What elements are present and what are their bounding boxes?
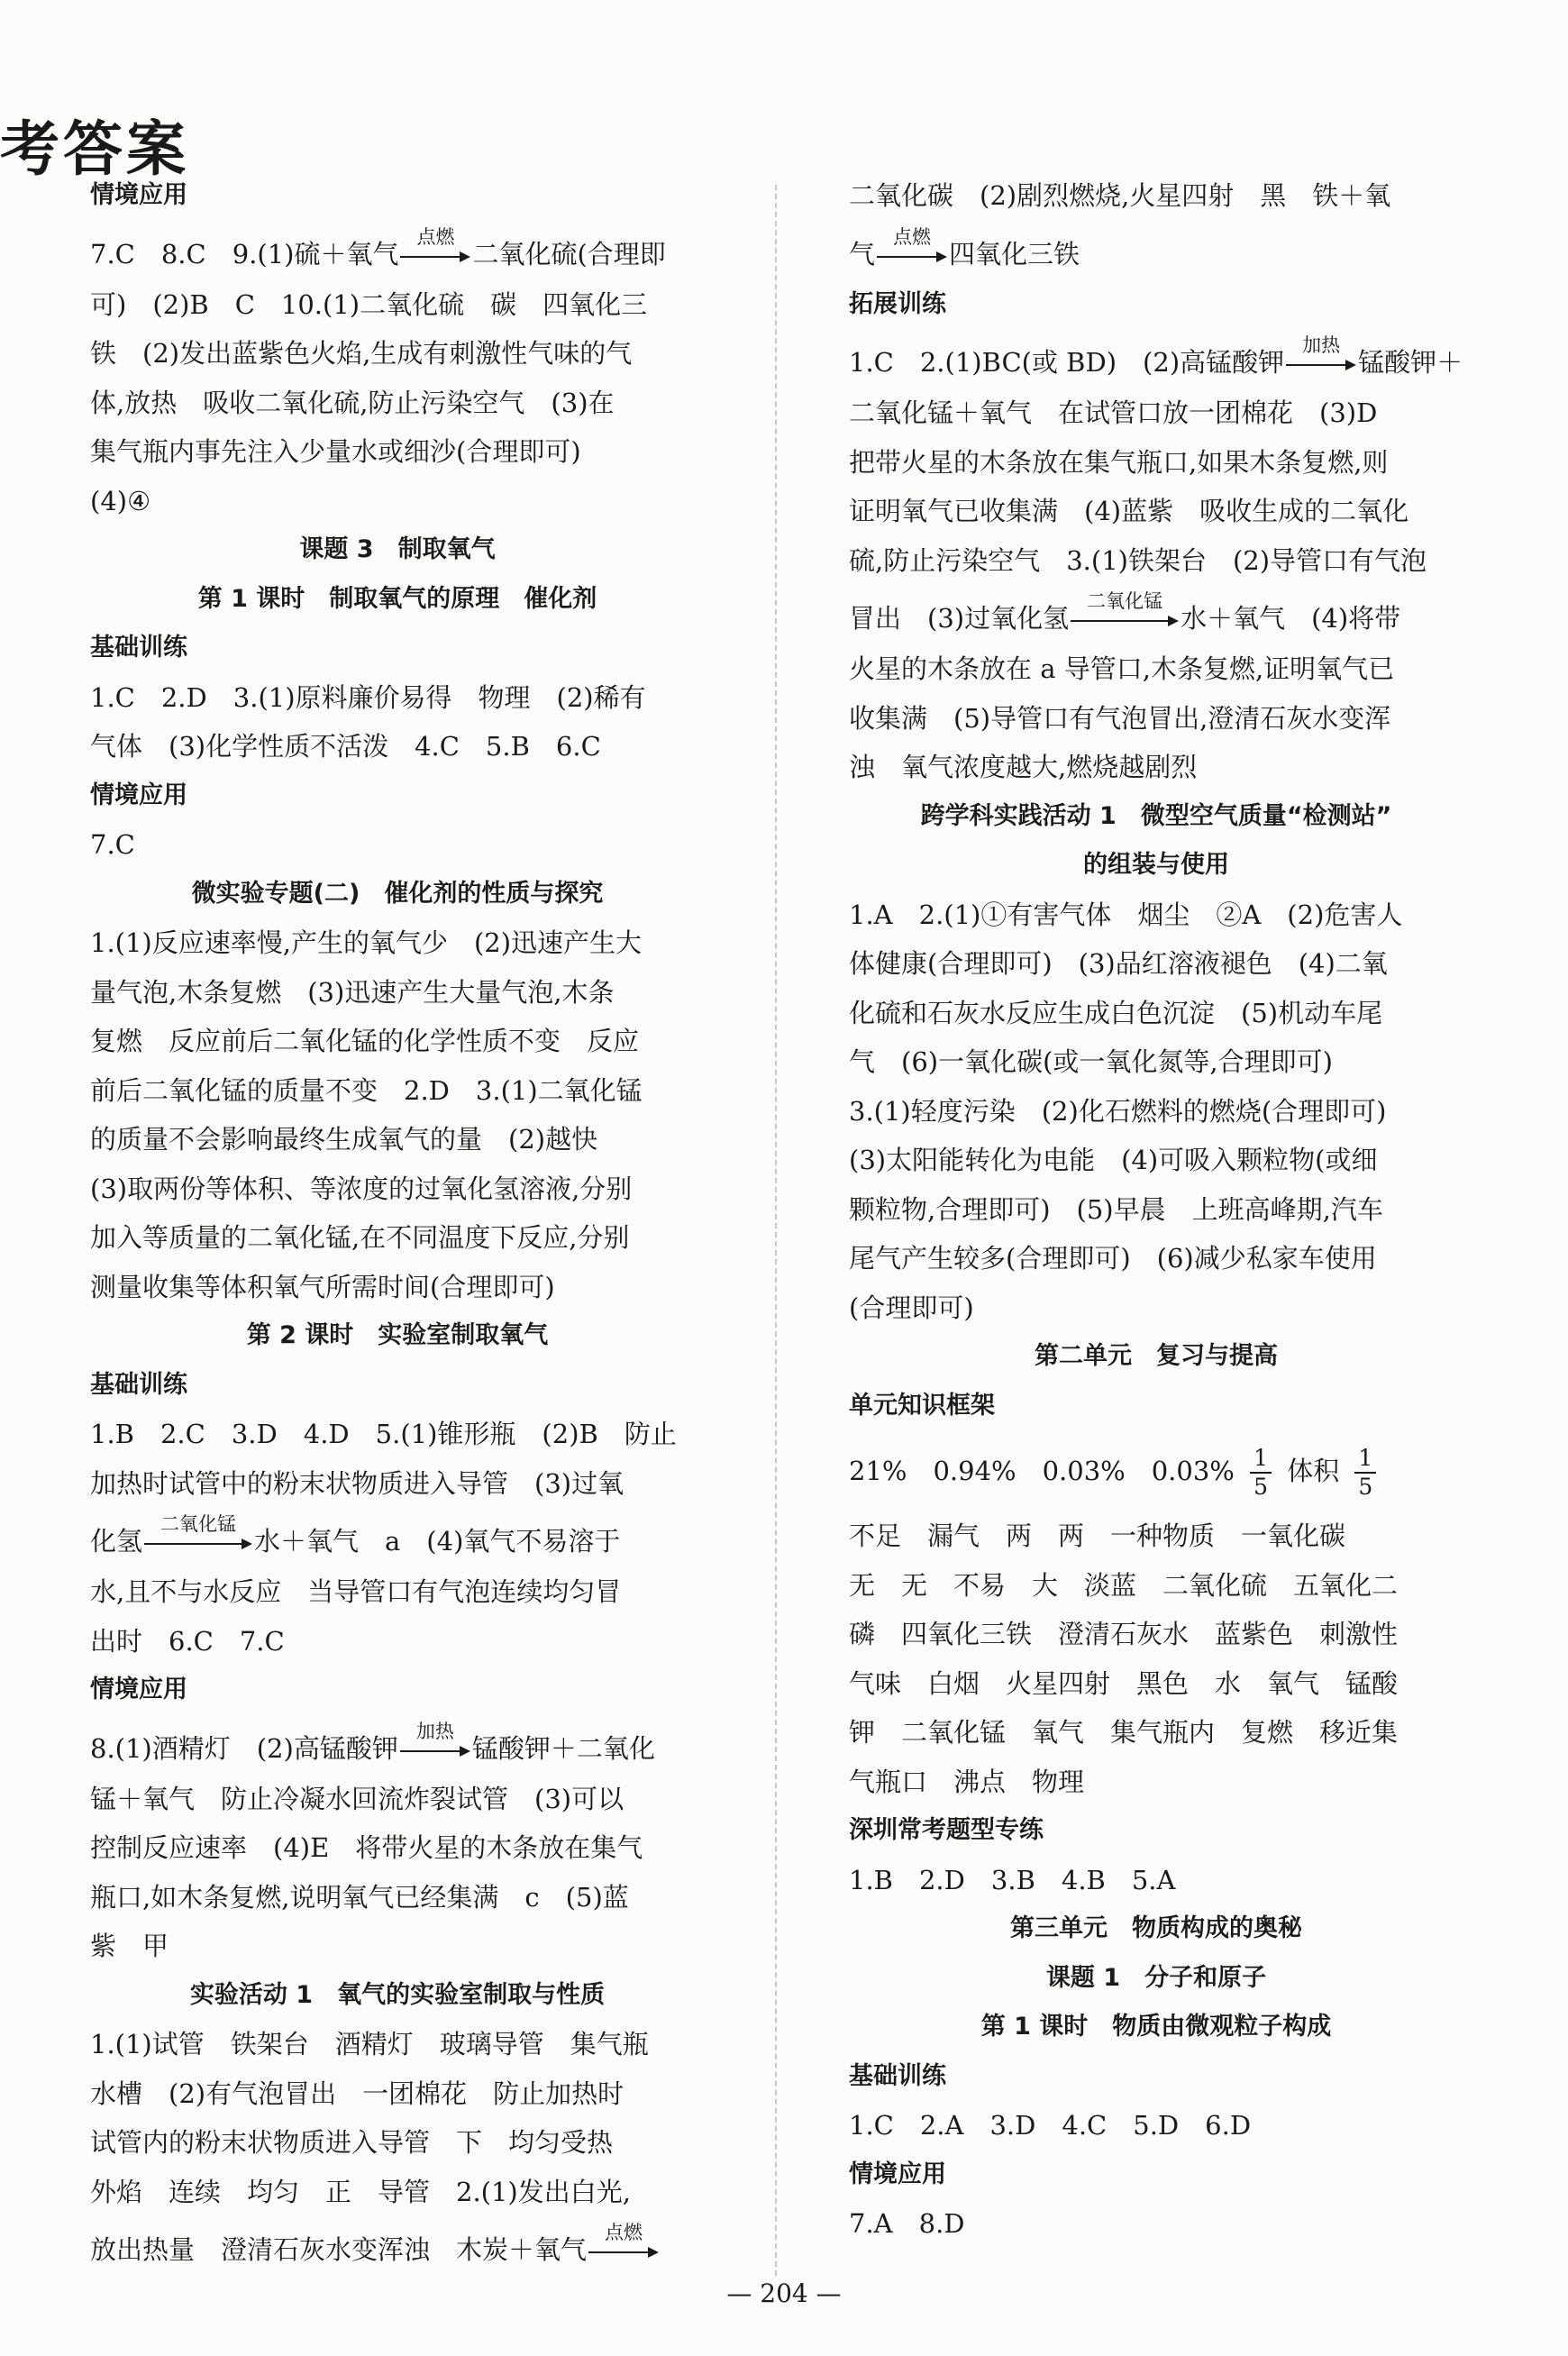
lesson-heading: 的组装与使用 [1083, 851, 1229, 879]
answer-line: 紫 甲 [90, 1931, 169, 1961]
answer-line: 前后二氧化锰的质量不变 2.D 3.(1)二氧化锰 [90, 1074, 643, 1106]
reaction-arrow-icon [877, 225, 947, 263]
lesson-heading: 第 1 课时 物质由微观粒子构成 [980, 2013, 1332, 2041]
answer-line [90, 2216, 705, 2276]
answer-line: 体健康(合理即可) (3)品红溶液褪色 (4)二氧 [849, 948, 1388, 979]
answer-line: 加热时试管中的粉末状物质进入导管 (3)过氧 [90, 1467, 624, 1499]
answer-line: 1.(1)反应速率慢,产生的氧气少 (2)迅速产生大 [90, 927, 643, 958]
answer-line: 1.B 2.C 3.D 4.D 5.(1)锥形瓶 (2)B 防止 [90, 1419, 677, 1449]
reaction-arrow-icon [1286, 334, 1356, 371]
reaction-condition: 二氧化锰 [1087, 590, 1163, 612]
reaction-arrow-icon [1071, 590, 1179, 627]
answer-line: 磷 四氧化三铁 澄清石灰水 蓝紫色 刺激性 [849, 1619, 1399, 1649]
fraction-denominator: 5 [1253, 1474, 1268, 1500]
answer-line: (合理即可) [849, 1292, 974, 1323]
section-label: 情境应用 [90, 781, 187, 809]
answer-line: 的质量不会影响最终生成氧气的量 (2)越快 [90, 1124, 598, 1155]
lesson-heading: 课题 1 分子和原子 [1045, 1963, 1267, 1992]
answer-line [849, 329, 1463, 388]
answer-line: (3)太阳能转化为电能 (4)可吸入颗粒物(或细 [849, 1145, 1378, 1175]
answer-line: 集气瓶内事先注入少量水或细沙(合理即可) [90, 436, 581, 467]
left-column [90, 171, 705, 2276]
lesson-heading: 跨学科实践活动 1 微型空气质量“检测站” [920, 801, 1392, 830]
answer-text: 锰酸钾＋ [1358, 347, 1463, 378]
answer-line: 化硫和石灰水反应生成白色沉淀 (5)机动车尾 [849, 997, 1383, 1028]
reaction-condition: 点燃 [893, 225, 932, 248]
answer-text: 8.(1)酒精灯 (2)高锰酸钾 [90, 1732, 398, 1764]
answer-line: 无 无 不易 大 淡蓝 二氧化硫 五氧化二 [849, 1569, 1399, 1601]
answer-text: 水＋氧气 (4)将带 [1181, 603, 1401, 634]
answer-line: 外焰 连续 均匀 正 导管 2.(1)发出白光, [90, 2176, 631, 2207]
answer-line [90, 1715, 705, 1775]
answer-line [90, 221, 705, 280]
section-label: 情境应用 [90, 181, 187, 209]
answer-line: 把带火星的木条放在集气瓶口,如果木条复燃,则 [849, 446, 1389, 478]
answer-line: 体,放热 吸收二氧化硫,防止污染空气 (3)在 [90, 387, 615, 418]
answer-line: (4)④ [90, 485, 151, 516]
answer-line: 瓶口,如木条复燃,说明氧气已经集满 c (5)蓝 [90, 1881, 629, 1913]
answer-line [90, 1508, 705, 1567]
section-label: 单元知识框架 [849, 1391, 995, 1420]
answer-line: 颗粒物,合理即可) (5)早晨 上班高峰期,汽车 [849, 1193, 1383, 1225]
answer-text: 21% 0.94% 0.03% 0.03% [849, 1456, 1235, 1486]
reaction-arrow-icon [400, 1720, 470, 1758]
lesson-heading: 实验活动 1 氧气的实验室制取与性质 [189, 1980, 606, 2009]
answer-line [849, 221, 1463, 280]
section-label: 拓展训练 [849, 289, 946, 318]
answer-text: 体积 [1287, 1456, 1340, 1486]
answer-line: 证明氧气已收集满 (4)蓝紫 吸收生成的二氧化 [849, 496, 1409, 526]
lesson-heading: 课题 3 制取氧气 [299, 535, 496, 563]
answer-text: 化氢 [90, 1526, 143, 1557]
reaction-condition: 加热 [415, 1720, 454, 1742]
answer-line: 收集满 (5)导管口有气泡冒出,澄清石灰水变浑 [849, 702, 1391, 734]
answer-line: 不足 漏气 两 两 一种物质 一氧化碳 [849, 1520, 1346, 1551]
answer-line: 火星的木条放在 a 导管口,木条复燃,证明氧气已 [849, 653, 1395, 684]
answer-line: 水,且不与水反应 当导管口有气泡连续均匀冒 [90, 1576, 622, 1607]
answer-line: 1.B 2.D 3.B 4.B 5.A [849, 1864, 1176, 1895]
reaction-arrow-icon [144, 1513, 252, 1550]
lesson-heading: 第二单元 复习与提高 [1035, 1342, 1278, 1370]
answer-line: 7.A 8.D [849, 2208, 965, 2239]
answer-line: 钾 二氧化锰 氧气 集气瓶内 复燃 移近集 [849, 1717, 1399, 1748]
answer-text: 水＋氧气 a (4)氧气不易溶于 [254, 1526, 621, 1557]
answer-line: 复燃 反应前后二氧化锰的化学性质不变 反应 [90, 1026, 640, 1056]
reaction-condition: 二氧化锰 [160, 1513, 237, 1535]
answer-line: 水槽 (2)有气泡冒出 一团棉花 防止加热时 [90, 2077, 624, 2109]
answer-line: 1.C 2.D 3.(1)原料廉价易得 物理 (2)稀有 [90, 681, 646, 713]
answer-line: 二氧化碳 (2)剧烈燃烧,火星四射 黑 铁＋氧 [849, 180, 1391, 211]
section-label: 深圳常考题型专练 [849, 1816, 1044, 1844]
section-label: 基础训练 [90, 1370, 187, 1399]
answer-line: 测量收集等体积氧气所需时间(合理即可) [90, 1271, 555, 1302]
section-label: 基础训练 [90, 634, 187, 662]
fraction-numerator: 1 [1250, 1445, 1272, 1474]
answer-line: 二氧化锰＋氧气 在试管口放一团棉花 (3)D [849, 397, 1378, 428]
lesson-heading: 第 2 课时 实验室制取氧气 [246, 1321, 549, 1349]
reaction-condition: 点燃 [416, 225, 455, 248]
reaction-arrow-icon [400, 225, 470, 263]
page-number: — 204 — [726, 2278, 842, 2308]
answer-line: 试管内的粉末状物质进入导管 下 均匀受热 [90, 2127, 614, 2158]
fraction-denominator: 5 [1358, 1474, 1373, 1500]
answer-line: 可) (2)B C 10.(1)二氧化硫 碳 四氧化三 [90, 288, 648, 320]
answer-text: 7.C 8.C 9.(1)硫＋氧气 [90, 238, 399, 269]
answer-line: 出时 6.C 7.C [90, 1625, 285, 1657]
answer-line: 气 (6)一氧化碳(或一氧化氮等,合理即可) [849, 1046, 1333, 1077]
answer-line: 气体 (3)化学性质不活泼 4.C 5.B 6.C [90, 731, 601, 762]
answer-key-title: 考答案 [0, 114, 189, 184]
reaction-arrow-icon [588, 2222, 659, 2259]
fraction-numerator: 1 [1354, 1445, 1376, 1474]
fraction [1354, 1445, 1376, 1501]
section-label: 情境应用 [849, 2160, 946, 2188]
answer-line: (3)取两份等体积、等浓度的过氧化氢溶液,分别 [90, 1173, 633, 1204]
right-column [849, 171, 1463, 2249]
answer-line: 量气泡,木条复燃 (3)迅速产生大量气泡,木条 [90, 976, 615, 1008]
lesson-heading: 第三单元 物质构成的奥秘 [1010, 1914, 1302, 1942]
answer-text: 四氧化三铁 [949, 238, 1080, 269]
reaction-condition: 点燃 [605, 2222, 643, 2243]
answer-text: 放出热量 澄清石灰水变浑浊 木炭＋氧气 [90, 2234, 588, 2265]
answer-text: 气 [849, 238, 876, 269]
answer-text: 二氧化硫(合理即 [472, 238, 666, 269]
column-divider [775, 185, 777, 2276]
answer-line: 7.C [90, 829, 135, 860]
answer-line: 1.A 2.(1)①有害气体 烟尘 ②A (2)危害人 [849, 899, 1403, 930]
answer-line: 1.(1)试管 铁架台 酒精灯 玻璃导管 集气瓶 [90, 2029, 649, 2059]
fraction [1250, 1445, 1272, 1501]
answer-text: 锰酸钾＋二氧化 [471, 1732, 655, 1764]
section-label: 基础训练 [849, 2061, 946, 2090]
answer-line: 加入等质量的二氧化锰,在不同温度下反应,分别 [90, 1222, 630, 1253]
answer-line: 气味 白烟 火星四射 黑色 水 氧气 锰酸 [849, 1667, 1399, 1699]
answer-line: 硫,防止污染空气 3.(1)铁架台 (2)导管口有气泡 [849, 544, 1427, 576]
answer-line: 锰＋氧气 防止冷凝水回流炸裂试管 (3)可以 [90, 1783, 624, 1814]
answer-line [849, 1430, 1463, 1511]
reaction-condition: 加热 [1302, 334, 1341, 356]
answer-text: 1.C 2.(1)BC(或 BD) (2)高锰酸钾 [849, 347, 1285, 378]
answer-line: 铁 (2)发出蓝紫色火焰,生成有刺激性气味的气 [90, 338, 633, 369]
answer-line: 1.C 2.A 3.D 4.C 5.D 6.D [849, 2110, 1252, 2141]
answer-line [849, 585, 1463, 644]
answer-line: 尾气产生较多(合理即可) (6)减少私家车使用 [849, 1243, 1377, 1274]
section-label: 情境应用 [90, 1676, 187, 1703]
answer-text: 冒出 (3)过氧化氢 [849, 603, 1070, 634]
lesson-heading: 第 1 课时 制取氧气的原理 催化剂 [197, 584, 597, 613]
answer-line: 控制反应速率 (4)E 将带火星的木条放在集气 [90, 1832, 643, 1863]
answer-line: 气瓶口 沸点 物理 [849, 1766, 1085, 1797]
lesson-heading: 微实验专题(二) 催化剂的性质与探究 [191, 879, 604, 908]
answer-line: 浊 氧气浓度越大,燃烧越剧烈 [849, 752, 1198, 782]
answer-line: 3.(1)轻度污染 (2)化石燃料的燃烧(合理即可) [849, 1095, 1387, 1127]
